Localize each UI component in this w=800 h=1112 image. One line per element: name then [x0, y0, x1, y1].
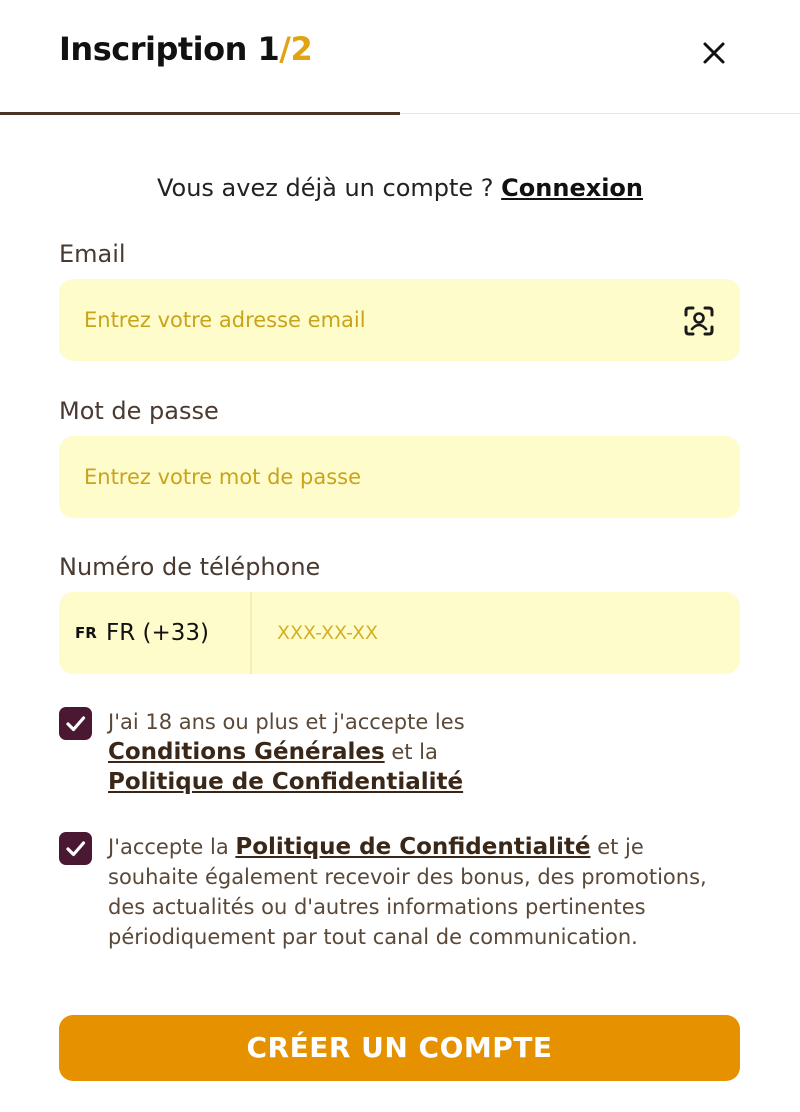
phone-label: Numéro de téléphone	[59, 553, 321, 581]
create-account-button[interactable]: CRÉER UN COMPTE	[59, 1015, 740, 1081]
login-link[interactable]: Connexion	[501, 174, 644, 202]
login-prompt	[0, 174, 800, 202]
country-code-value: FR (+33)	[106, 620, 210, 646]
privacy-link[interactable]: Politique de Confidentialité	[108, 769, 464, 795]
age-terms-consent	[108, 707, 728, 797]
privacy-link-2[interactable]: Politique de Confidentialité	[235, 834, 591, 860]
consent-2-after: et je souhaite également recevoir des bonus, des promotions, des actualités ou d'autres informations pertinentes périodiquement par tout canal de communication.	[108, 835, 707, 949]
email-placeholder: Entrez votre adresse email	[84, 308, 366, 332]
check-icon	[59, 832, 92, 865]
face-scan-icon[interactable]	[682, 304, 716, 338]
consent-2-before: J'accepte la	[108, 835, 236, 859]
close-icon	[698, 37, 730, 69]
consent-1-middle: et la	[384, 740, 438, 764]
phone-field	[59, 592, 740, 674]
country-code-select[interactable]	[59, 592, 252, 674]
email-label: Email	[59, 240, 126, 268]
email-field[interactable]	[59, 279, 740, 361]
password-label: Mot de passe	[59, 397, 219, 425]
check-icon	[59, 707, 92, 740]
step-indicator: /2	[279, 30, 313, 68]
marketing-consent-checkbox[interactable]	[59, 832, 92, 865]
phone-number-input[interactable]: XXX-XX-XX	[277, 622, 379, 644]
consent-1-text: J'ai 18 ans ou plus et j'accepte les	[108, 710, 465, 734]
age-terms-checkbox[interactable]	[59, 707, 92, 740]
password-placeholder: Entrez votre mot de passe	[84, 465, 362, 489]
password-field[interactable]	[59, 436, 740, 518]
country-flag-icon: FR	[75, 624, 97, 642]
terms-link[interactable]: Conditions Générales	[108, 739, 385, 765]
page-title	[59, 30, 312, 68]
modal-header	[0, 0, 800, 115]
close-button[interactable]	[698, 37, 730, 69]
login-prompt-text: Vous avez déjà un compte ?	[156, 174, 502, 202]
progress-bar	[0, 112, 400, 115]
title-text: Inscription 1	[59, 30, 280, 68]
marketing-consent	[108, 832, 713, 952]
